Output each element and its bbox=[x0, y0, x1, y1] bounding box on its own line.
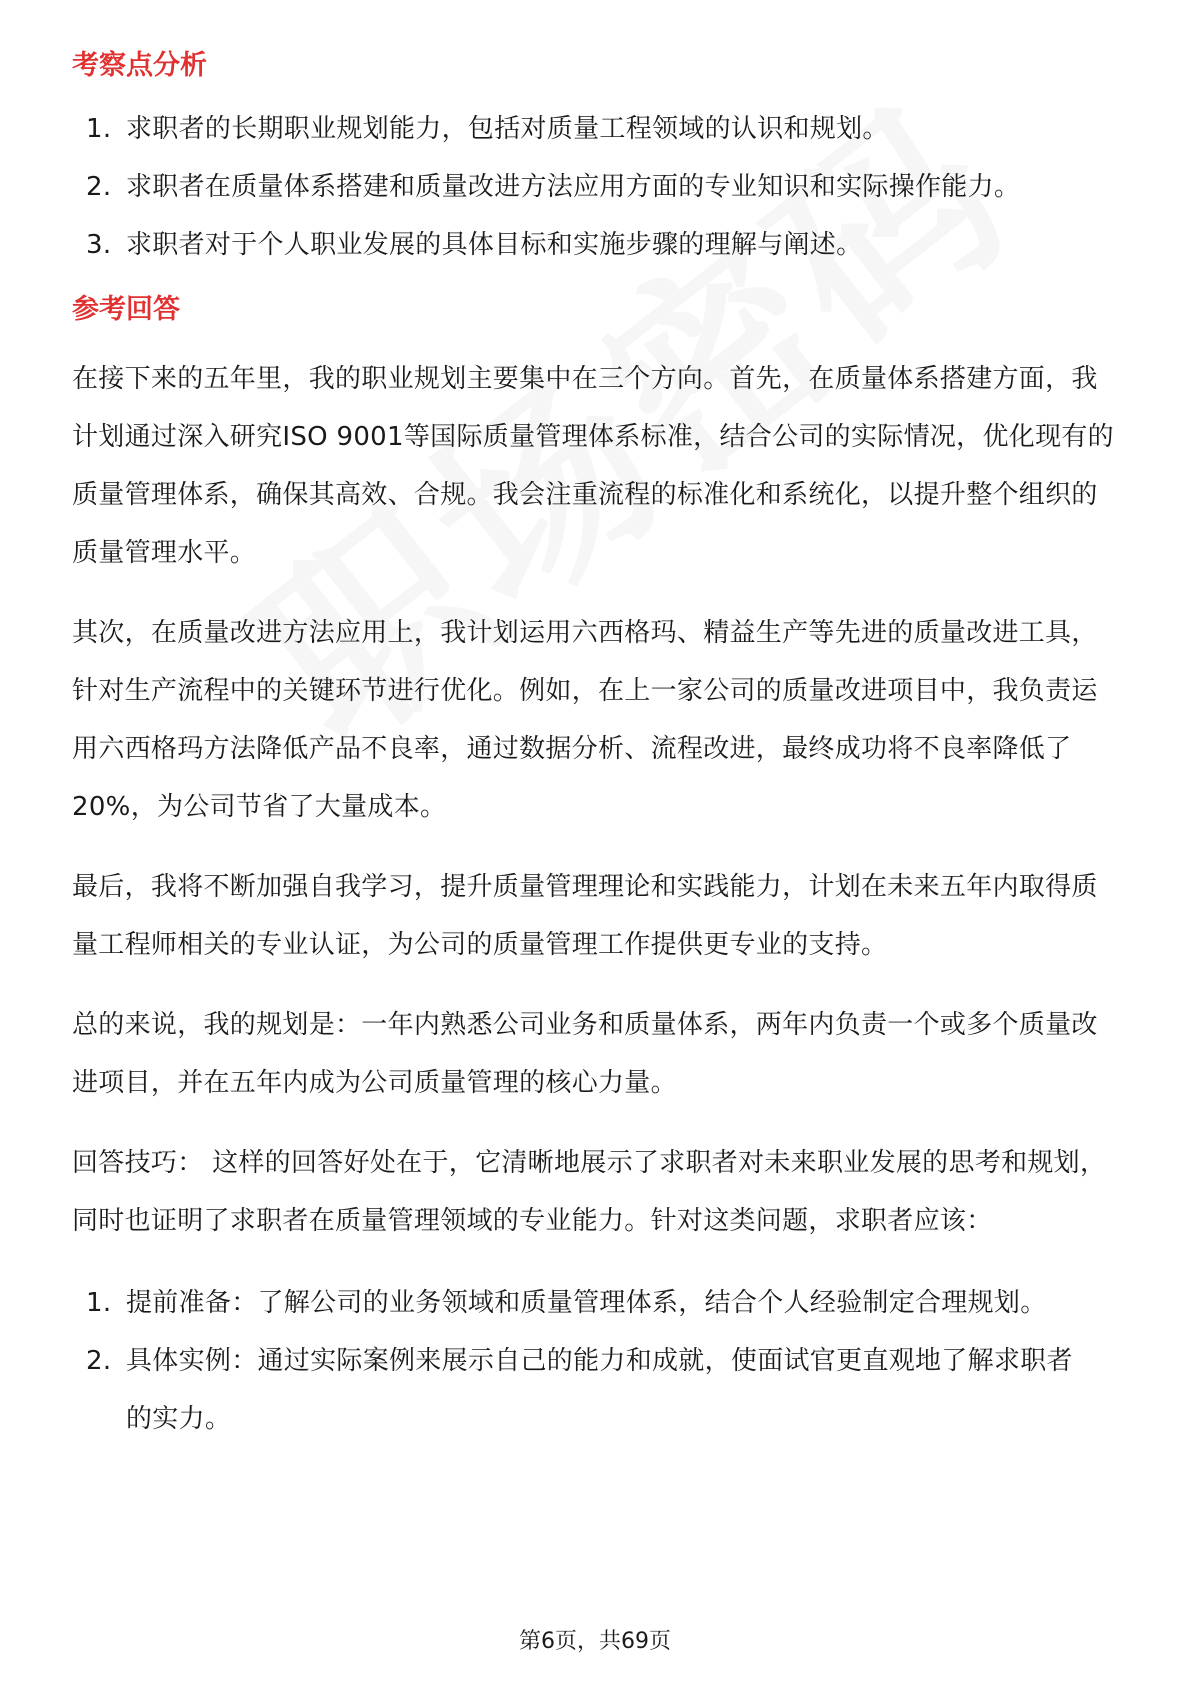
list-item bbox=[72, 158, 1118, 216]
list-item-number: 1. bbox=[86, 1288, 112, 1318]
tips-list bbox=[72, 1274, 1118, 1448]
answer-paragraph: 在接下来的五年里，我的职业规划主要集中在三个方向。首先，在质量体系搭建方面，我计划通过深入研究ISO 9001等国际质量管理体系标准，结合公司的实际情况，优化现有的质量管理体系，确保其高效、合规。我会注重流程的标准化和系统化，以提升整个组织的质量管理水平。 bbox=[72, 364, 1114, 568]
list-item-text: 提前准备：了解公司的业务领域和质量管理体系，结合个人经验制定合理规划。 bbox=[126, 1288, 1047, 1318]
list-item bbox=[72, 216, 1118, 274]
analysis-list bbox=[72, 100, 1118, 274]
answer-paragraph: 总的来说，我的规划是：一年内熟悉公司业务和质量体系，两年内负责一个或多个质量改进项目，并在五年内成为公司质量管理的核心力量。 bbox=[72, 1010, 1098, 1098]
answer-tips-intro: 回答技巧： 这样的回答好处在于，它清晰地展示了求职者对未来职业发展的思考和规划，同时也证明了求职者在质量管理领域的专业能力。针对这类问题，求职者应该： bbox=[72, 1148, 1107, 1236]
list-item-text: 求职者对于个人职业发展的具体目标和实施步骤的理解与阐述。 bbox=[126, 230, 863, 260]
list-item-number: 2. bbox=[86, 1346, 112, 1376]
section-title-answer: 参考回答 bbox=[72, 294, 180, 325]
list-item bbox=[72, 1332, 1118, 1448]
list-item-number: 3. bbox=[86, 230, 112, 260]
page-number: 第6页，共69页 bbox=[519, 1629, 671, 1654]
list-item-number: 2. bbox=[86, 172, 112, 202]
list-item-text: 求职者的长期职业规划能力，包括对质量工程领域的认识和规划。 bbox=[126, 114, 889, 144]
list-item bbox=[72, 100, 1118, 158]
list-item bbox=[72, 1274, 1118, 1332]
list-item-number: 1. bbox=[86, 114, 112, 144]
list-item-text: 求职者在质量体系搭建和质量改进方法应用方面的专业知识和实际操作能力。 bbox=[126, 172, 1021, 202]
page-content bbox=[72, 40, 1118, 1448]
answer-paragraph: 其次，在质量改进方法应用上，我计划运用六西格玛、精益生产等先进的质量改进工具，针对生产流程中的关键环节进行优化。例如，在上一家公司的质量改进项目中，我负责运用六西格玛方法降低产品不良率，通过数据分析、流程改进，最终成功将不良率降低了20%，为公司节省了大量成本。 bbox=[72, 618, 1098, 822]
section-title-analysis: 考察点分析 bbox=[72, 50, 207, 81]
answer-paragraph: 最后，我将不断加强自我学习，提升质量管理理论和实践能力，计划在未来五年内取得质量工程师相关的专业认证，为公司的质量管理工作提供更专业的支持。 bbox=[72, 872, 1098, 960]
list-item-text: 具体实例：通过实际案例来展示自己的能力和成就，使面试官更直观地了解求职者的实力。 bbox=[126, 1346, 1073, 1434]
